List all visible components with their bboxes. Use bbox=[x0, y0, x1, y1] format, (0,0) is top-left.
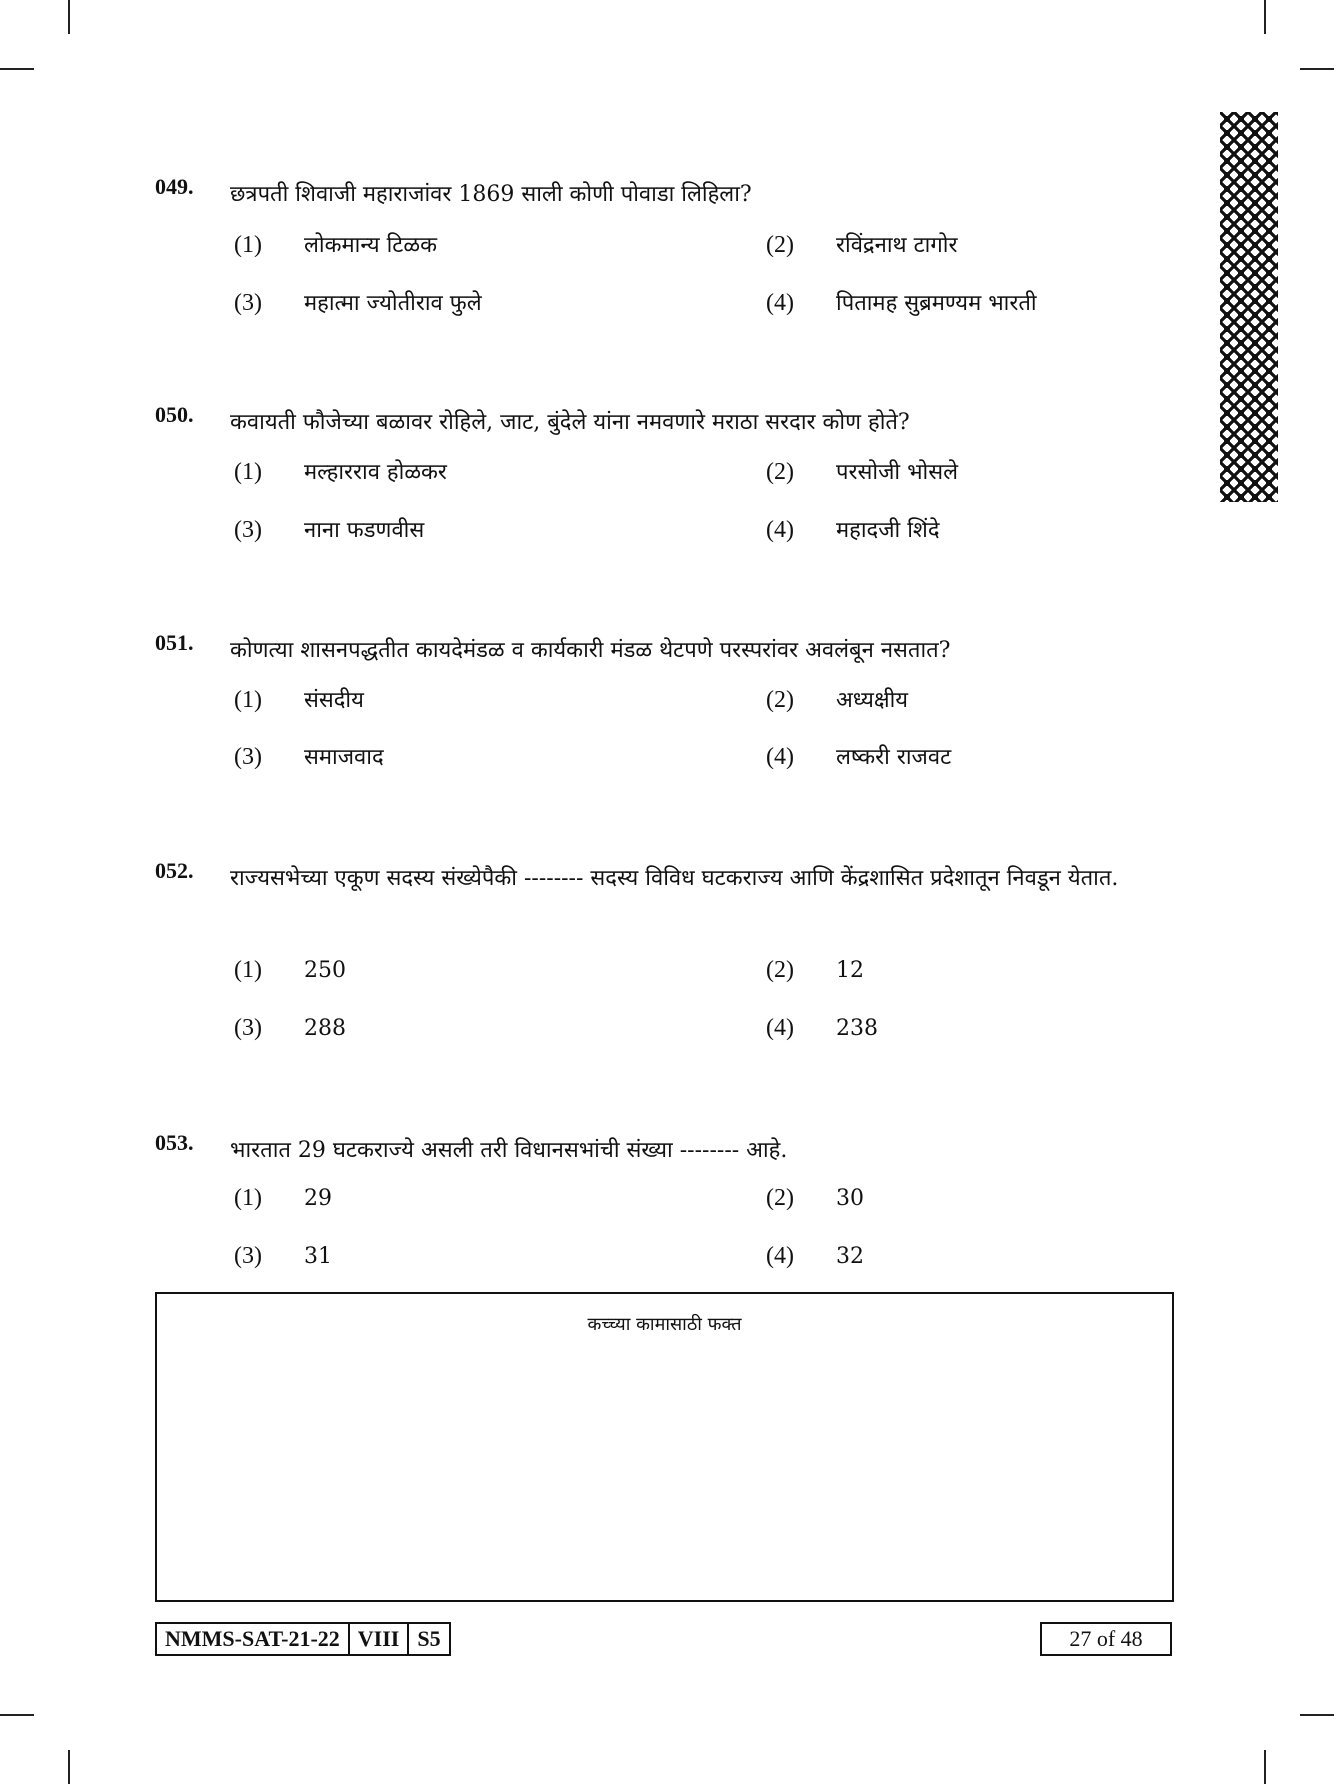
option-text: नाना फडणवीस bbox=[304, 518, 425, 543]
option-3[interactable] bbox=[234, 1015, 346, 1042]
option-text: 12 bbox=[836, 958, 864, 983]
option-3[interactable] bbox=[234, 514, 424, 544]
question-number: 052. bbox=[155, 858, 194, 883]
option-text: महादजी शिंदे bbox=[836, 518, 940, 543]
option-number: (1) bbox=[234, 232, 262, 258]
option-number: (2) bbox=[766, 459, 794, 485]
crop-mark bbox=[1300, 68, 1334, 70]
page-number: 27 of 48 bbox=[1040, 1622, 1172, 1656]
class-label: VIII bbox=[350, 1624, 410, 1654]
option-text: समाजवाद bbox=[304, 745, 384, 770]
crop-mark bbox=[68, 0, 70, 34]
question-text: कोणत्या शासनपद्धतीत कायदेमंडळ व कार्यकारी मंडळ थेटपणे परस्परांवर अवलंबून नसतात? bbox=[230, 638, 951, 663]
question-text: कवायती फौजेच्या बळावर रोहिले, जाट, बुंदेले यांना नमवणारे मराठा सरदार कोण होते? bbox=[230, 410, 910, 435]
question-text: छत्रपती शिवाजी महाराजांवर 1869 साली कोणी पोवाडा लिहिला? bbox=[230, 182, 752, 207]
option-number: (4) bbox=[766, 517, 794, 543]
option-text: रविंद्रनाथ टागोर bbox=[836, 233, 958, 258]
option-number: (1) bbox=[234, 1185, 262, 1211]
option-1[interactable] bbox=[234, 229, 437, 259]
decorative-pattern bbox=[1220, 112, 1278, 502]
option-2[interactable] bbox=[766, 957, 864, 984]
option-number: (3) bbox=[234, 517, 262, 543]
rough-work-label: कच्च्या कामासाठी फक्त bbox=[587, 1314, 742, 1335]
option-1[interactable] bbox=[234, 957, 346, 984]
option-text: 31 bbox=[304, 1244, 332, 1269]
option-number: (2) bbox=[766, 232, 794, 258]
crop-mark bbox=[1300, 1714, 1334, 1716]
option-text: लोकमान्य टिळक bbox=[304, 233, 438, 258]
option-4[interactable] bbox=[766, 741, 951, 771]
option-number: (4) bbox=[766, 1243, 794, 1269]
option-4[interactable] bbox=[766, 514, 940, 544]
option-number: (1) bbox=[234, 459, 262, 485]
option-4[interactable] bbox=[766, 1243, 864, 1270]
option-2[interactable] bbox=[766, 684, 908, 714]
option-number: (3) bbox=[234, 1243, 262, 1269]
option-text: अध्यक्षीय bbox=[836, 688, 909, 713]
option-number: (3) bbox=[234, 1015, 262, 1041]
option-number: (1) bbox=[234, 957, 262, 983]
set-label: S5 bbox=[417, 1626, 441, 1651]
option-number: (4) bbox=[766, 290, 794, 316]
option-4[interactable] bbox=[766, 1015, 878, 1042]
crop-mark bbox=[0, 1714, 34, 1716]
question-text: भारतात 29 घटकराज्ये असली तरी विधानसभांची संख्या -------- आहे. bbox=[230, 1138, 788, 1163]
option-text: 29 bbox=[304, 1186, 332, 1211]
crop-mark bbox=[68, 1750, 70, 1784]
option-text: 288 bbox=[304, 1016, 346, 1041]
option-1[interactable] bbox=[234, 684, 364, 714]
option-text: 30 bbox=[836, 1186, 864, 1211]
exam-code: NMMS-SAT-21-22 bbox=[157, 1624, 350, 1654]
option-3[interactable] bbox=[234, 741, 384, 771]
option-1[interactable] bbox=[234, 456, 447, 486]
option-text: संसदीय bbox=[304, 688, 364, 713]
option-number: (2) bbox=[766, 1185, 794, 1211]
option-text: 238 bbox=[836, 1016, 878, 1041]
question-number: 053. bbox=[155, 1130, 194, 1155]
crop-mark bbox=[1264, 1750, 1266, 1784]
option-number: (2) bbox=[766, 687, 794, 713]
option-text: परसोजी भोसले bbox=[836, 460, 959, 485]
crop-mark bbox=[0, 68, 34, 70]
question-number: 051. bbox=[155, 630, 194, 655]
option-2[interactable] bbox=[766, 456, 958, 486]
option-text: महात्मा ज्योतीराव फुले bbox=[304, 291, 482, 316]
option-number: (4) bbox=[766, 744, 794, 770]
rough-work-box[interactable] bbox=[155, 1292, 1174, 1602]
question-text: राज्यसभेच्या एकूण सदस्य संख्येपैकी -------- सदस्य विविध घटकराज्य आणि केंद्रशासित प्रदेशातून निवडून येतात. bbox=[230, 866, 1119, 891]
footer-code-box bbox=[155, 1622, 451, 1656]
option-number: (2) bbox=[766, 957, 794, 983]
crop-mark bbox=[1264, 0, 1266, 34]
option-text: लष्करी राजवट bbox=[836, 745, 952, 770]
option-2[interactable] bbox=[766, 1185, 864, 1212]
option-text: 32 bbox=[836, 1244, 864, 1269]
question-number: 049. bbox=[155, 174, 194, 199]
option-2[interactable] bbox=[766, 229, 957, 259]
option-number: (3) bbox=[234, 290, 262, 316]
option-number: (1) bbox=[234, 687, 262, 713]
option-3[interactable] bbox=[234, 1243, 332, 1270]
option-4[interactable] bbox=[766, 287, 1037, 317]
option-text: 250 bbox=[304, 958, 346, 983]
option-1[interactable] bbox=[234, 1185, 332, 1212]
question-number: 050. bbox=[155, 402, 194, 427]
option-3[interactable] bbox=[234, 287, 482, 317]
option-number: (4) bbox=[766, 1015, 794, 1041]
option-text: पितामह सुब्रमण्यम भारती bbox=[836, 291, 1037, 316]
option-number: (3) bbox=[234, 744, 262, 770]
option-text: मल्हारराव होळकर bbox=[304, 460, 447, 485]
